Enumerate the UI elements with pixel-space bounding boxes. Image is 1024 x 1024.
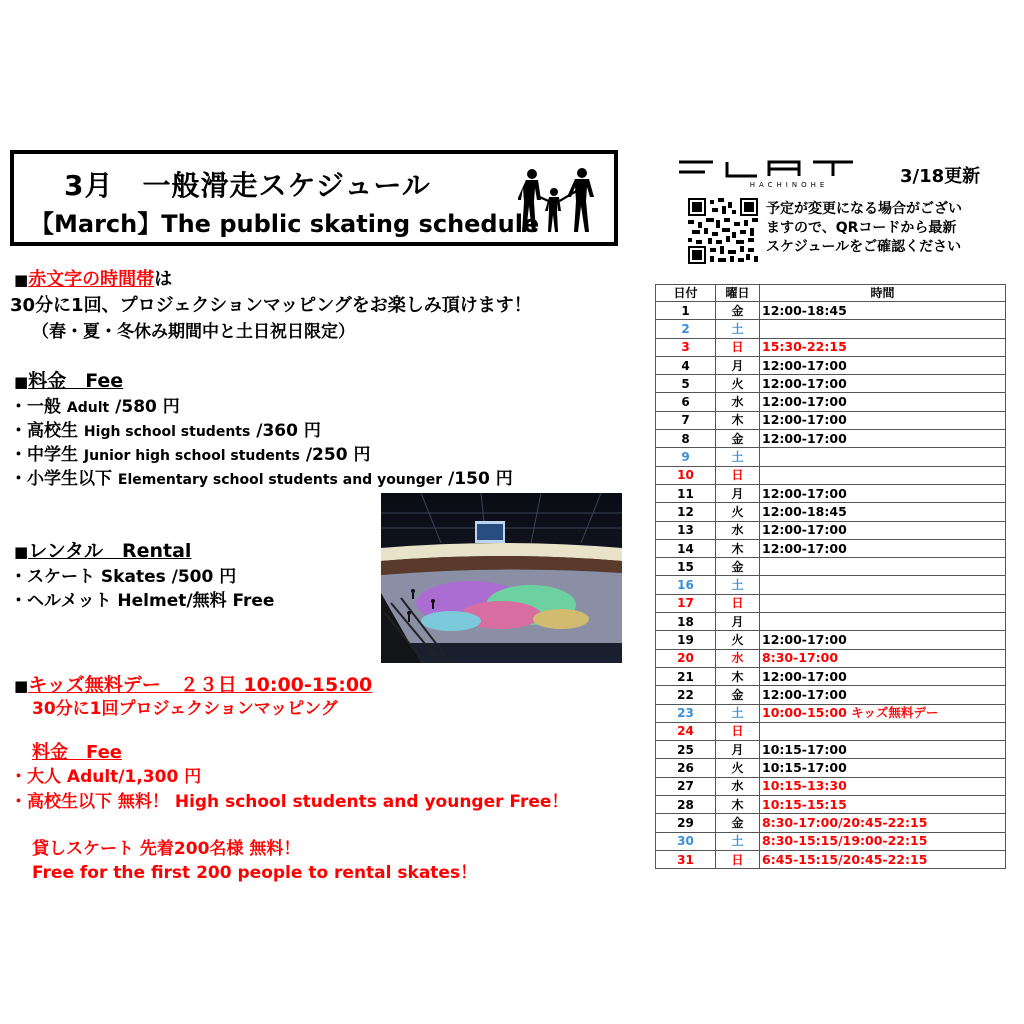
schedule-day: 8: [656, 430, 716, 448]
schedule-day: 11: [656, 484, 716, 502]
schedule-row: [656, 686, 1006, 704]
schedule-weekday: 木: [716, 411, 760, 429]
schedule-time: [760, 466, 1006, 484]
schedule-weekday: 水: [716, 393, 760, 411]
schedule-day: 21: [656, 667, 716, 685]
kids-heading: [14, 670, 372, 697]
schedule-row: [656, 704, 1006, 722]
schedule-day: 24: [656, 722, 716, 740]
bullet-square: ■: [14, 677, 29, 695]
qr-code-icon[interactable]: [688, 198, 758, 264]
schedule-day: 3: [656, 338, 716, 356]
schedule-row: [656, 484, 1006, 502]
schedule-row: [656, 759, 1006, 777]
rental-heading: [14, 536, 191, 563]
schedule-day: 18: [656, 613, 716, 631]
flat-logo: [677, 158, 887, 190]
fee-item-junior-high: [10, 440, 370, 465]
schedule-weekday: 日: [716, 722, 760, 740]
notice-line: 予定が変更になる場合がござい: [766, 201, 962, 217]
projection-line2: （春・夏・冬休み期間中と土日祝日限定）: [32, 322, 355, 342]
rental-heading-text: レンタル Rental: [28, 540, 192, 562]
fee-item-en: High school students: [83, 424, 251, 440]
schedule-row: [656, 521, 1006, 539]
schedule-day: 5: [656, 375, 716, 393]
schedule-time: 6:45-15:15/20:45-22:15: [760, 850, 1006, 868]
schedule-weekday: 日: [716, 594, 760, 612]
schedule-weekday: 火: [716, 631, 760, 649]
schedule-day: 13: [656, 521, 716, 539]
schedule-day: 16: [656, 576, 716, 594]
schedule-time: 12:00-17:00: [760, 430, 1006, 448]
schedule-day: 9: [656, 448, 716, 466]
schedule-weekday: 月: [716, 356, 760, 374]
fee-heading: [14, 366, 123, 393]
kids-fee-adult: ・大人 Adult/1,300 円: [10, 767, 202, 787]
schedule-row: [656, 393, 1006, 411]
schedule-weekday: 月: [716, 741, 760, 759]
schedule-weekday: 月: [716, 613, 760, 631]
kids-skate-en: Free for the first 200 people to rental skates！: [32, 863, 478, 883]
rental-item-skates: ・スケート Skates /500 円: [10, 567, 237, 587]
schedule-weekday: 木: [716, 539, 760, 557]
schedule-day: 30: [656, 832, 716, 850]
fee-item-price: /250 円: [299, 445, 371, 465]
bullet-square: ■: [14, 271, 29, 289]
schedule-weekday: 金: [716, 686, 760, 704]
schedule-day: 20: [656, 649, 716, 667]
schedule-weekday: 水: [716, 649, 760, 667]
schedule-day: 22: [656, 686, 716, 704]
schedule-day: 27: [656, 777, 716, 795]
kids-fee-heading: 料金 Fee: [32, 742, 122, 763]
schedule-time: [760, 558, 1006, 576]
schedule-row: [656, 338, 1006, 356]
schedule-row: [656, 796, 1006, 814]
schedule-day: 28: [656, 796, 716, 814]
schedule-weekday: 土: [716, 832, 760, 850]
kids-skate-jp: 貸しスケート 先着200名様 無料！: [32, 839, 301, 859]
fee-item-en: Elementary school students and younger: [117, 472, 443, 488]
schedule-row: [656, 594, 1006, 612]
notice-text: [766, 200, 1006, 257]
schedule-time: 12:00-17:00: [760, 411, 1006, 429]
schedule-time: [760, 448, 1006, 466]
schedule-row: [656, 558, 1006, 576]
schedule-weekday: 木: [716, 796, 760, 814]
fee-heading-text: 料金 Fee: [28, 370, 124, 392]
schedule-weekday: 金: [716, 302, 760, 320]
schedule-weekday: 日: [716, 338, 760, 356]
schedule-row: [656, 832, 1006, 850]
kids-heading-text: キッズ無料デー ２３日 10:00-15:00: [28, 674, 373, 696]
schedule-time: 10:15-13:30: [760, 777, 1006, 795]
schedule-day: 4: [656, 356, 716, 374]
fee-item-high-school: [10, 416, 321, 441]
schedule-row: [656, 466, 1006, 484]
schedule-row: [656, 448, 1006, 466]
schedule-time: 10:15-17:00: [760, 741, 1006, 759]
schedule-day: 6: [656, 393, 716, 411]
page-title-jp: 3月 一般滑走スケジュール: [64, 169, 431, 202]
title-box: [10, 150, 618, 246]
fee-item-en: Junior high school students: [83, 448, 300, 464]
page-title-en: 【March】The public skating schedule: [30, 210, 540, 238]
fee-item-jp: ・中学生: [10, 445, 84, 465]
schedule-row: [656, 777, 1006, 795]
schedule-time: 12:00-17:00: [760, 521, 1006, 539]
schedule-day: 1: [656, 302, 716, 320]
schedule-day: 23: [656, 704, 716, 722]
schedule-row: [656, 430, 1006, 448]
schedule-time: 12:00-17:00: [760, 375, 1006, 393]
schedule-row: [656, 411, 1006, 429]
schedule-weekday: 金: [716, 430, 760, 448]
kids-fee-students: ・高校生以下 無料！ High school students and younger Free！: [10, 792, 569, 812]
bullet-square: ■: [14, 373, 29, 391]
schedule-weekday: 土: [716, 320, 760, 338]
schedule-time: [760, 576, 1006, 594]
schedule-day: 31: [656, 850, 716, 868]
schedule-day: 19: [656, 631, 716, 649]
schedule-day: 15: [656, 558, 716, 576]
updated-date: 3/18更新: [900, 166, 981, 187]
schedule-time: 12:00-17:00: [760, 484, 1006, 502]
schedule-time: 10:00-15:00 キッズ無料デー: [760, 704, 1006, 722]
schedule-weekday: 月: [716, 484, 760, 502]
schedule-day: 26: [656, 759, 716, 777]
schedule-day: 29: [656, 814, 716, 832]
schedule-time: 8:30-17:00: [760, 649, 1006, 667]
schedule-day: 12: [656, 503, 716, 521]
schedule-time: 12:00-18:45: [760, 302, 1006, 320]
kids-sub: 30分に1回プロジェクションマッピング: [32, 699, 338, 719]
schedule-header-row: [656, 285, 1006, 302]
schedule-day: 7: [656, 411, 716, 429]
schedule-row: [656, 320, 1006, 338]
schedule-time: [760, 320, 1006, 338]
schedule-row: [656, 667, 1006, 685]
schedule-row: [656, 613, 1006, 631]
notice-line: ますので、QRコードから最新: [766, 220, 957, 236]
header-time: 時間: [760, 285, 1006, 302]
fee-item-adult: [10, 392, 180, 417]
schedule-day: 25: [656, 741, 716, 759]
schedule-time: [760, 613, 1006, 631]
schedule-row: [656, 503, 1006, 521]
schedule-day: 10: [656, 466, 716, 484]
schedule-weekday: 日: [716, 466, 760, 484]
fee-item-jp: ・高校生: [10, 421, 84, 441]
schedule-time: [760, 594, 1006, 612]
fee-item-jp: ・小学生以下: [10, 469, 118, 489]
schedule-weekday: 土: [716, 576, 760, 594]
schedule-time: 8:30-15:15/19:00-22:15: [760, 832, 1006, 850]
schedule-time: 12:00-17:00: [760, 667, 1006, 685]
schedule-weekday: 日: [716, 850, 760, 868]
schedule-time: 8:30-17:00/20:45-22:15: [760, 814, 1006, 832]
schedule-row: [656, 302, 1006, 320]
schedule-time: 12:00-17:00: [760, 393, 1006, 411]
schedule-weekday: 土: [716, 704, 760, 722]
fee-item-price: /150 円: [442, 469, 513, 489]
schedule-row: [656, 539, 1006, 557]
schedule-time: 12:00-17:00: [760, 356, 1006, 374]
header-weekday: 曜日: [716, 285, 760, 302]
logo-subtext: HACHINOHE: [749, 181, 829, 189]
fee-item-en: Adult: [66, 400, 110, 416]
schedule-weekday: 水: [716, 521, 760, 539]
schedule-time: [760, 722, 1006, 740]
schedule-row: [656, 375, 1006, 393]
schedule-weekday: 土: [716, 448, 760, 466]
schedule-time: 12:00-17:00: [760, 686, 1006, 704]
schedule-row: [656, 814, 1006, 832]
bullet-square: ■: [14, 543, 29, 561]
schedule-row: [656, 576, 1006, 594]
schedule-weekday: 水: [716, 777, 760, 795]
fee-item-jp: ・一般: [10, 397, 67, 417]
fee-item-elementary: [10, 464, 513, 489]
family-silhouette-icon: [518, 168, 602, 234]
schedule-weekday: 金: [716, 814, 760, 832]
schedule-weekday: 火: [716, 375, 760, 393]
projection-heading-rest: は: [154, 269, 173, 290]
schedule-row: [656, 741, 1006, 759]
notice-line: スケジュールをご確認ください: [766, 239, 962, 255]
projection-line1: 30分に1回、プロジェクションマッピングをお楽しみ頂けます！: [10, 295, 532, 316]
schedule-time: 12:00-17:00: [760, 539, 1006, 557]
schedule-row: [656, 631, 1006, 649]
projection-heading-red: 赤文字の時間帯: [28, 269, 155, 290]
schedule-day: 2: [656, 320, 716, 338]
schedule-weekday: 火: [716, 503, 760, 521]
schedule-time: 10:15-15:15: [760, 796, 1006, 814]
fee-item-price: /580 円: [109, 397, 180, 417]
schedule-day: 17: [656, 594, 716, 612]
schedule-weekday: 金: [716, 558, 760, 576]
projection-heading: [14, 265, 172, 291]
schedule-row: [656, 356, 1006, 374]
schedule-day: 14: [656, 539, 716, 557]
schedule-table: [655, 284, 1006, 869]
skating-rink-photo: [381, 493, 622, 663]
schedule-time: 15:30-22:15: [760, 338, 1006, 356]
schedule-time: 10:15-17:00: [760, 759, 1006, 777]
schedule-row: [656, 649, 1006, 667]
schedule-body: [656, 302, 1006, 869]
schedule-row: [656, 722, 1006, 740]
schedule-weekday: 木: [716, 667, 760, 685]
rental-item-helmet: ・ヘルメット Helmet/無料 Free: [10, 591, 275, 611]
schedule-row: [656, 850, 1006, 868]
schedule-time: 12:00-18:45: [760, 503, 1006, 521]
schedule-weekday: 火: [716, 759, 760, 777]
schedule-time: 12:00-17:00: [760, 631, 1006, 649]
fee-item-price: /360 円: [250, 421, 321, 441]
header-date: 日付: [656, 285, 716, 302]
